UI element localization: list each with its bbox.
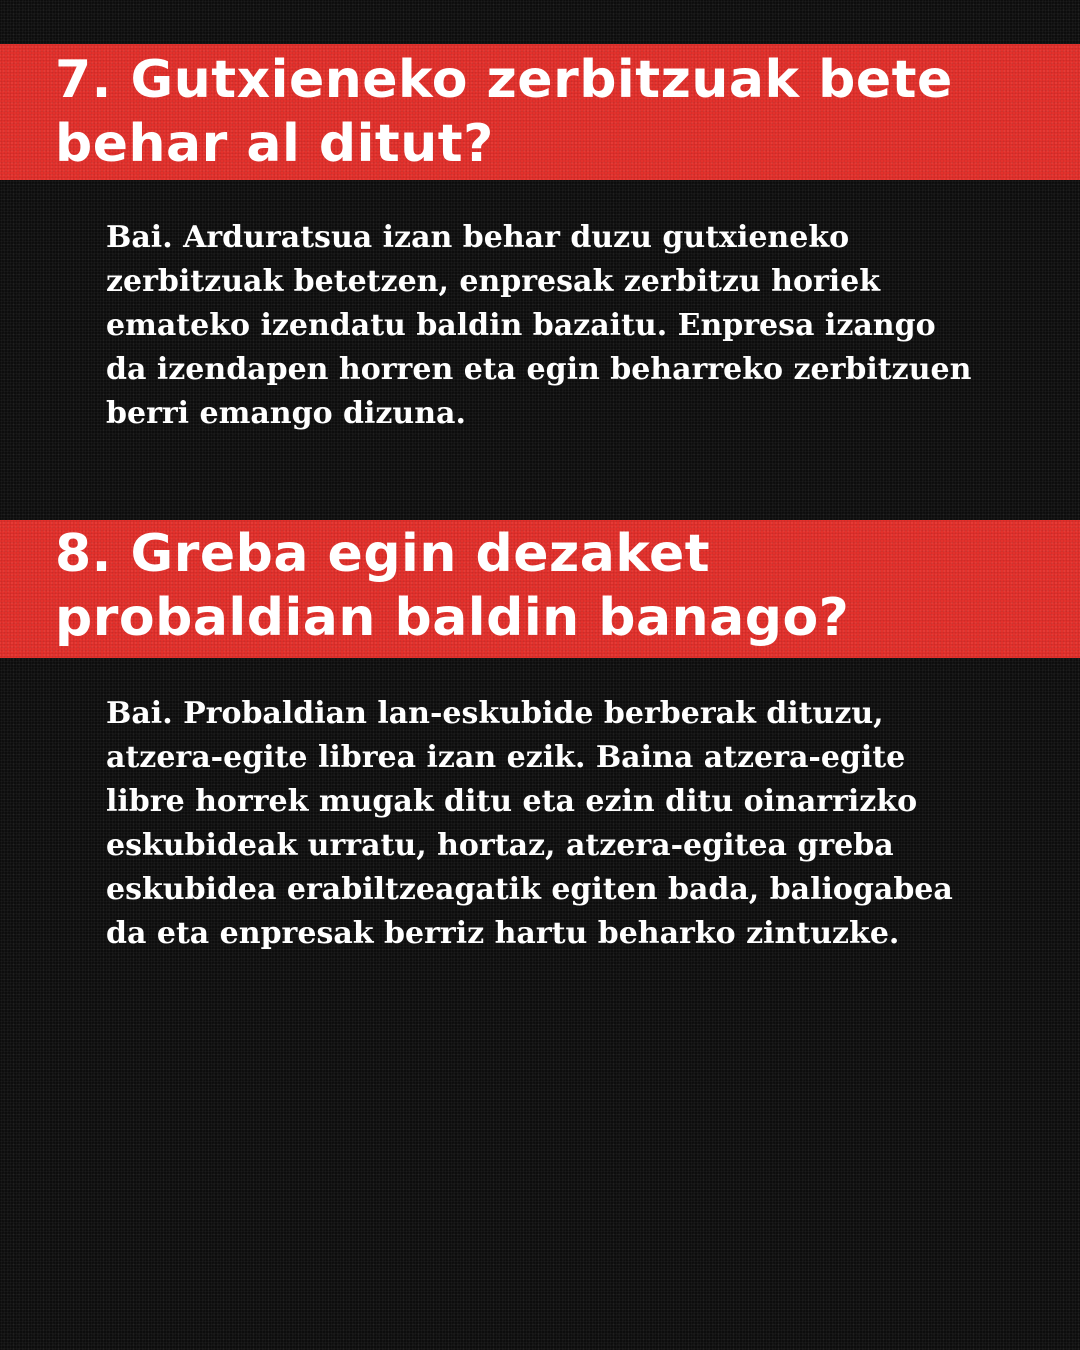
answer-7-text: Bai. Arduratsua izan behar duzu gutxieneko zerbitzuak betetzen, enpresak zerbitzu horiek emateko izendatu baldin bazaitu. Enpresa izango da izendapen horren eta egin beharreko zerbitzuen berri emango dizuna. [106, 220, 972, 431]
question-7-heading: 7. Gutxieneko zerbitzuak bete behar al ditut? [55, 50, 953, 174]
question-8-heading: 8. Greba egin dezaket probaldian baldin banago? [55, 524, 850, 648]
answer-8-text: Bai. Probaldian lan-eskubide berberak dituzu, atzera-egite librea izan ezik. Baina atzera-egite libre horrek mugak ditu eta ezin ditu oinarrizko eskubideak urratu, hortaz, atzera-egitea greba eskubidea erabiltzeagatik egiten bada, baliogabea da eta enpresak berriz hartu beharko zintuzke. [106, 696, 953, 951]
